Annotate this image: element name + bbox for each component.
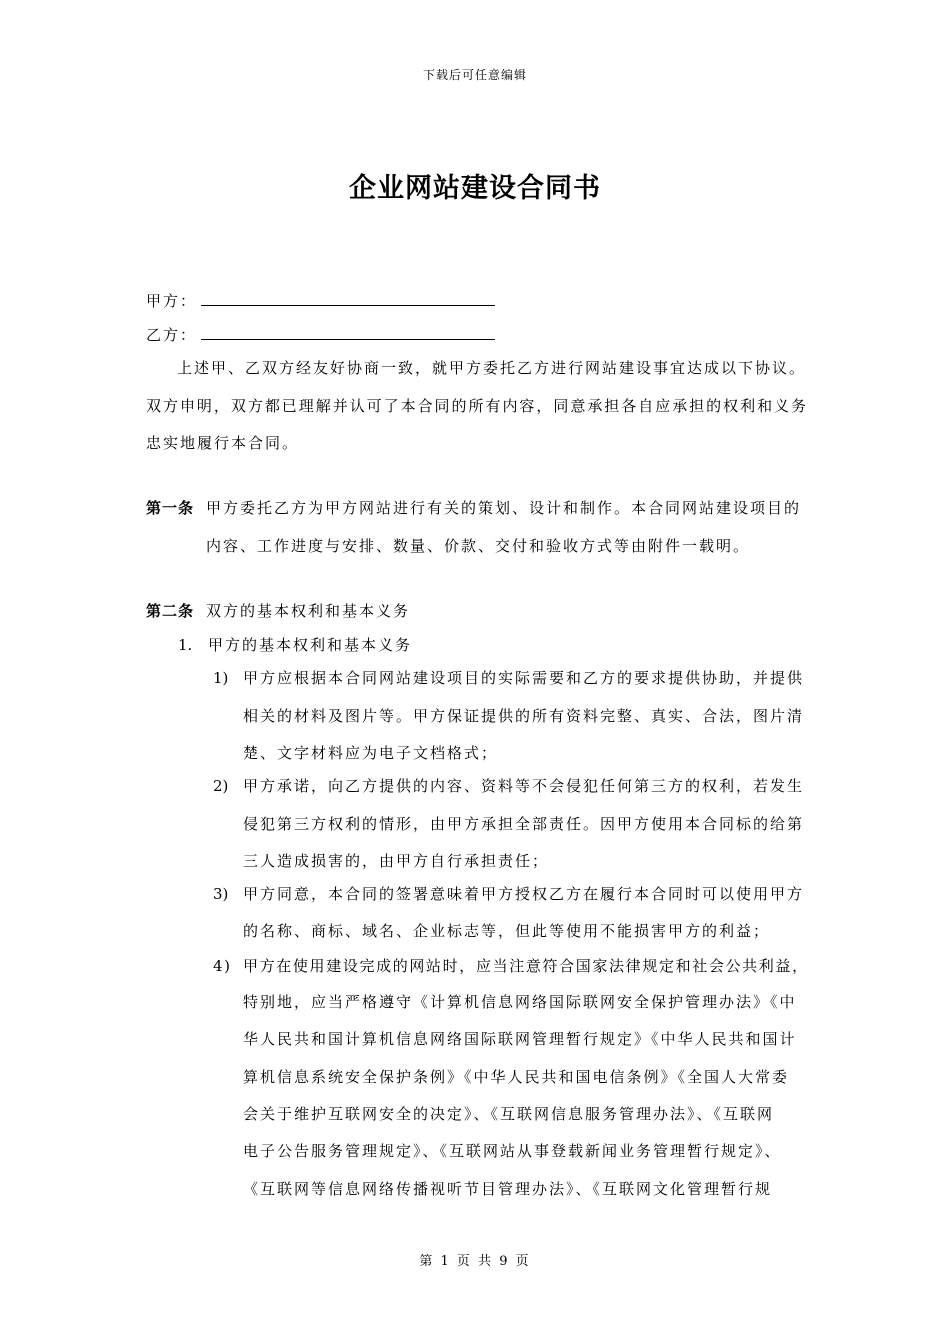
item-number: 3): [213, 885, 229, 903]
item-number: 4): [213, 957, 232, 975]
preamble-line: 双方申明，双方都已理解并认可了本合同的所有内容，同意承担各自应承担的权利和义务: [146, 397, 808, 415]
item-text: 华人民共和国计算机信息网络国际联网管理暂行规定》《中华人民共和国计: [243, 1030, 797, 1048]
item-text: 特别地，应当严格遵守《计算机信息网络国际联网安全保护管理办法》《中: [243, 993, 797, 1011]
party-a-label: 甲方：: [146, 292, 198, 310]
article-1-first-line: [146, 497, 801, 518]
item-text: 算机信息系统安全保护条例》《中华人民共和国电信条例》《全国人大常委: [243, 1068, 790, 1086]
article-1-text: 甲方委托乙方为甲方网站进行有关的策划、设计和制作。本合同网站建设项目的: [206, 499, 802, 517]
article-1-label: 第一条: [146, 499, 195, 517]
list-item-first-line: [213, 775, 804, 796]
article-2-heading-text: 双方的基本权利和基本义务: [206, 602, 411, 620]
preamble-line: 上述甲、乙双方经友好协商一致，就甲方委托乙方进行网站建设事宜达成以下协议。: [177, 359, 807, 377]
list-item-first-line: [213, 955, 809, 976]
article-2-heading: [146, 600, 410, 621]
list-item-first-line: [213, 883, 804, 904]
section-number: 1.: [178, 636, 193, 654]
item-text: 甲方应根据本合同网站建设项目的实际需要和乙方的要求提供协助，并提供: [243, 669, 805, 687]
party-a-blank: [201, 291, 495, 306]
party-b-label: 乙方：: [146, 326, 198, 344]
party-b-blank: [201, 325, 495, 340]
item-text: 甲方同意，本合同的签署意味着甲方授权乙方在履行本合同时可以使用甲方: [243, 885, 805, 903]
item-text: 楚、文字材料应为电子文档格式；: [243, 744, 499, 762]
item-text: 甲方在使用建设完成的网站时，应当注意符合国家法律规定和社会公共利益，: [243, 957, 809, 975]
page-footer: 第 1 页 共 9 页: [419, 1254, 531, 1269]
party-b-line: [146, 324, 495, 345]
list-item-first-line: [213, 667, 804, 688]
item-text: 甲方承诺，向乙方提供的内容、资料等不会侵犯任何第三方的权利，若发生: [243, 777, 805, 795]
section-1-heading: [178, 634, 412, 655]
item-text: 会关于维护互联网安全的决定》、《互联网信息服务管理办法》、《互联网: [243, 1105, 775, 1123]
item-text: 电子公告服务管理规定》、《互联网站从事登载新闻业务管理暂行规定》、: [243, 1142, 782, 1160]
item-text: 《互联网等信息网络传播视听节目管理办法》、《互联网文化管理暂行规: [243, 1180, 773, 1198]
article-2-label: 第二条: [146, 602, 195, 620]
document-title: 企业网站建设合同书: [349, 173, 601, 204]
item-text: 的名称、商标、域名、企业标志等，但此等使用不能损害甲方的利益；: [243, 922, 771, 940]
item-number: 2): [213, 777, 229, 795]
header-note: 下载后可任意编辑: [422, 68, 527, 82]
item-number: 1): [213, 669, 229, 687]
article-1-text: 内容、工作进度与安排、数量、价款、交付和验收方式等由附件一载明。: [206, 537, 751, 555]
item-text: 三人造成损害的，由甲方自行承担责任；: [243, 852, 550, 870]
preamble-line: 忠实地履行本合同。: [146, 434, 300, 452]
party-a-line: [146, 290, 495, 311]
section-heading-text: 甲方的基本权利和基本义务: [208, 636, 413, 654]
item-text: 相关的材料及图片等。甲方保证提供的所有资料完整、真实、合法，图片清: [243, 707, 805, 725]
item-text: 侵犯第三方权利的情形，由甲方承担全部责任。因甲方使用本合同标的给第: [243, 815, 805, 833]
